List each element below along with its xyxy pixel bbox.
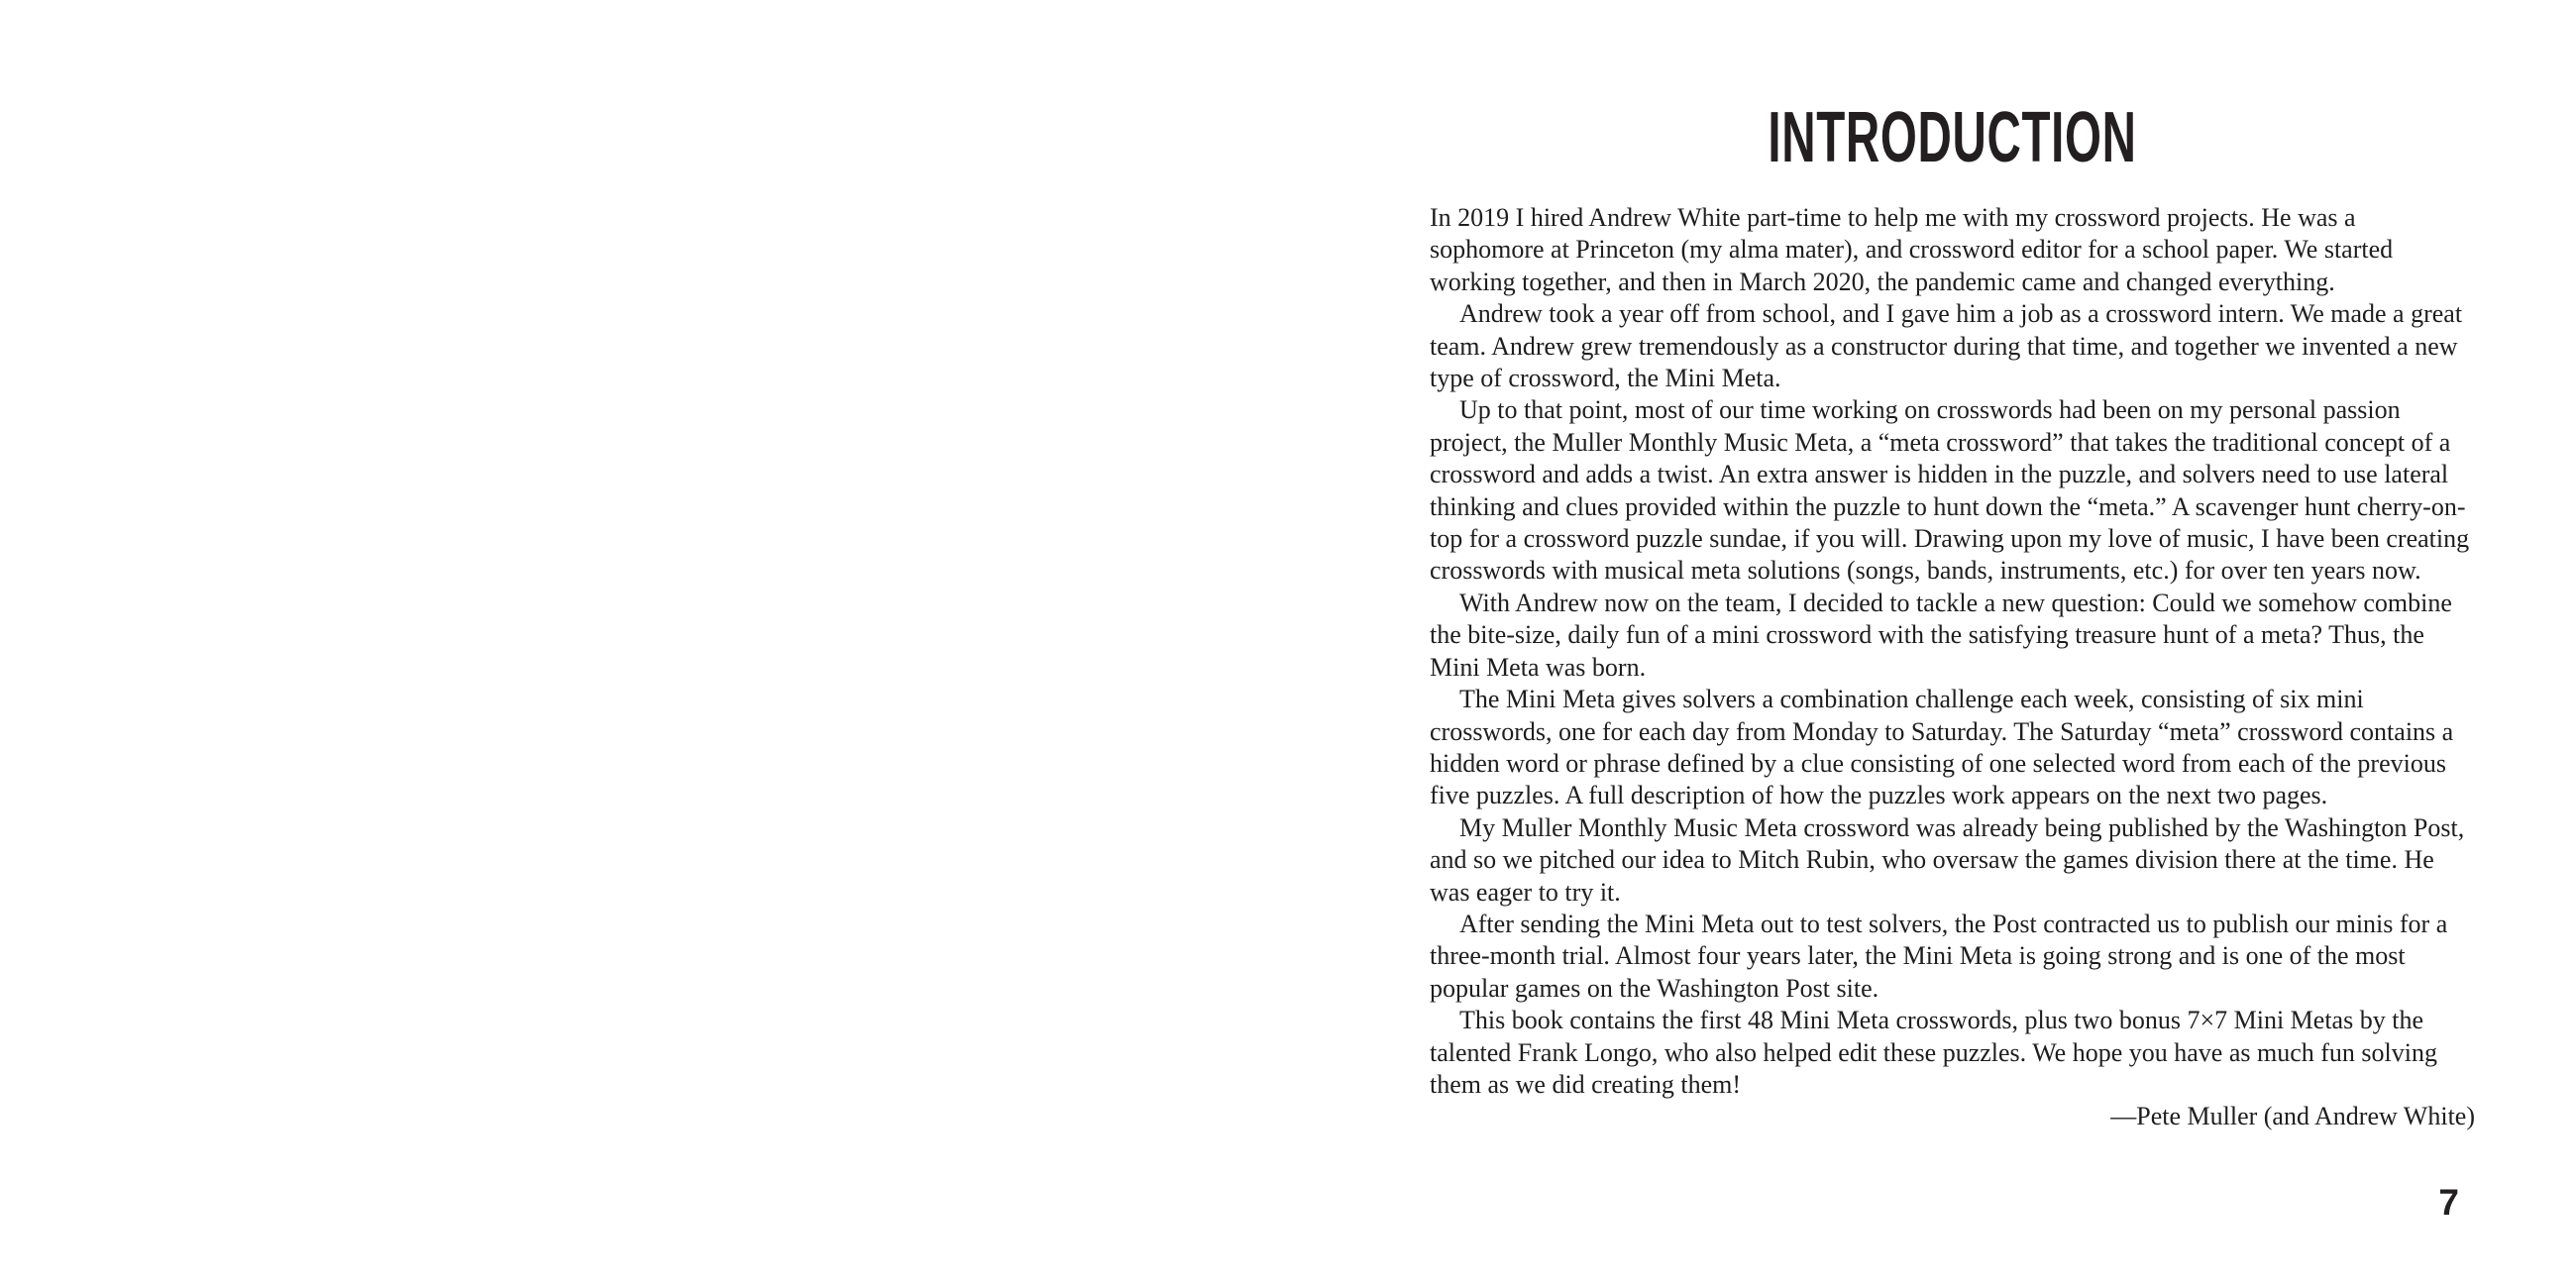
paragraph: This book contains the first 48 Mini Meta crosswords, plus two bonus 7×7 Mini Metas by the talented Frank Longo, who also helped edit these puzzles. We hope you have as much fun solving them as we did creating them! xyxy=(1430,1006,2437,1099)
paragraph: After sending the Mini Meta out to test solvers, the Post contracted us to publish our minis for a three-month trial. Almost four years later, the Mini Meta is going strong and is one of the most popular games on the Washington Post site. xyxy=(1430,909,2448,1003)
author-signature: —Pete Muller (and Andrew White) xyxy=(2110,1102,2475,1131)
right-page xyxy=(1430,0,2475,1288)
paragraph: The Mini Meta gives solvers a combination challenge each week, consisting of six mini crosswords, one for each day from Monday to Saturday. The Saturday “meta” crossword contains a hidden word or phrase defined by a clue consisting of one selected word from each of the previous five puzzles. A full description of how the puzzles work appears on the next two pages. xyxy=(1430,685,2454,810)
paragraph: With Andrew now on the team, I decided to tackle a new question: Could we somehow combine the bite-size, daily fun of a mini crossword with the satisfying treasure hunt of a meta? Thus, the Mini Meta was born. xyxy=(1430,588,2452,682)
page-title: INTRODUCTION xyxy=(1768,98,2137,177)
paragraph: In 2019 I hired Andrew White part-time to help me with my crossword projects. He was a sophomore at Princeton (my alma mater), and crossword editor for a school paper. We started working together, and then in March 2020, the pandemic came and changed everything. xyxy=(1430,203,2394,296)
page-number: 7 xyxy=(2438,1182,2459,1223)
introduction-body xyxy=(1430,202,2475,1101)
paragraph: Andrew took a year off from school, and I gave him a job as a crossword intern. We made a great team. Andrew grew tremendously as a constructor during that time, and together we invented a new type of crossword, the Mini Meta. xyxy=(1430,299,2463,393)
paragraph: My Muller Monthly Music Meta crossword was already being published by the Washington Post, and so we pitched our idea to Mitch Rubin, who oversaw the games division there at the time. He was eager to try it. xyxy=(1430,812,2465,907)
paragraph: Up to that point, most of our time working on crosswords had been on my personal passion project, the Muller Monthly Music Meta, a “meta crossword” that takes the traditional concept of a crossword and adds a twist. An extra answer is hidden in the puzzle, and solvers need to use lateral thinking and clues provided within the puzzle to hunt down the “meta.” A scavenger hunt cherry-on-top for a crossword puzzle sundae, if you will. Drawing upon my love of music, I have been creating crosswords with musical meta solutions (songs, bands, instruments, etc.) for over ten years now. xyxy=(1430,395,2470,586)
